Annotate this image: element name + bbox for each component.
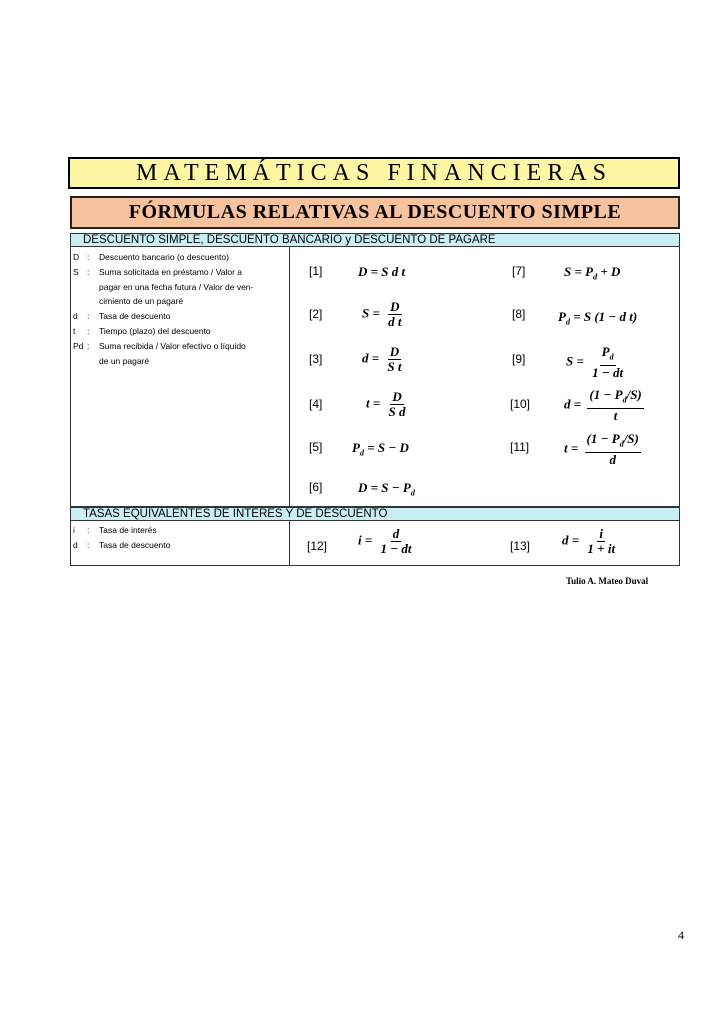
def-symbol: d bbox=[73, 311, 78, 321]
formula-number-3: [3] bbox=[309, 352, 323, 366]
def-text: de un pagaré bbox=[99, 356, 150, 366]
formula-4: t = $\frac{D}{\text{S d}}$ bbox=[366, 389, 406, 419]
formula-number-1: [1] bbox=[309, 264, 323, 278]
page-number: 4 bbox=[678, 928, 684, 942]
def-symbol: Pd bbox=[73, 341, 84, 351]
formula-12: i = $\frac{d}{1 - dt}$ bbox=[358, 526, 412, 556]
formula-number-2: [2] bbox=[309, 307, 323, 321]
def-text: Tasa de descuento bbox=[99, 540, 171, 550]
section1-definitions bbox=[73, 250, 288, 380]
formula-8: $P_d = S$ (1 − d t) bbox=[558, 309, 638, 327]
section1-heading: DESCUENTO SIMPLE, DESCUENTO BANCARIO y DESCUENTO DE PAGARE bbox=[70, 233, 680, 247]
def-text: Tasa de interés bbox=[99, 525, 157, 535]
formula-number-10: [10] bbox=[510, 397, 531, 411]
def-symbol: D bbox=[73, 252, 80, 262]
def-text: cimiento de un pagaré bbox=[99, 296, 184, 306]
def-text: pagar en una fecha futura / Valor de ven- bbox=[99, 282, 254, 292]
def-symbol: t bbox=[73, 326, 76, 336]
formula-number-4: [4] bbox=[309, 397, 323, 411]
def-text: Tasa de descuento bbox=[99, 311, 171, 321]
def-colon: : bbox=[87, 525, 90, 535]
def-symbol: S bbox=[73, 267, 79, 277]
formula-number-5: [5] bbox=[309, 440, 323, 454]
formula-3: d = $\frac{D}{\text{S t}}$ bbox=[362, 344, 402, 374]
formula-7: $S = P_d + D$ bbox=[564, 264, 621, 282]
page-title: MATEMÁTICAS FINANCIERAS bbox=[68, 157, 680, 189]
def-colon: : bbox=[87, 252, 90, 262]
section2-definitions bbox=[73, 523, 288, 555]
formula-10: d = $\frac{(1 - P_d/S)}{t}$ bbox=[564, 387, 642, 423]
def-symbol: i bbox=[73, 525, 75, 535]
formula-2: S = $\frac{D}{\text{d t}}$ bbox=[362, 299, 402, 329]
author-credit: Tulio A. Mateo Duval bbox=[566, 576, 649, 586]
def-text: Descuento bancario (o descuento) bbox=[99, 252, 229, 262]
section2-heading: TASAS EQUIVALENTES DE INTERES Y DE DESCUENTO bbox=[70, 507, 680, 521]
formula-number-6: [6] bbox=[309, 480, 323, 494]
def-text: Suma recibida / Valor efectivo o líquido bbox=[99, 341, 246, 351]
def-colon: : bbox=[87, 311, 90, 321]
formula-9: S = $\frac{P_d}{1 - dt}$ bbox=[566, 344, 624, 380]
def-symbol: d bbox=[73, 540, 78, 550]
def-colon: : bbox=[87, 341, 90, 351]
formula-1: D = S d t bbox=[358, 264, 406, 279]
formula-11: t = $\frac{(1 - P_d/S)}{d}$ bbox=[564, 431, 639, 467]
formula-number-11: [11] bbox=[510, 440, 530, 454]
def-text: Tiempo (plazo) del descuento bbox=[99, 326, 211, 336]
formula-number-9: [9] bbox=[512, 352, 526, 366]
formula-number-13: [13] bbox=[510, 539, 531, 553]
formulas-subtitle: FÓRMULAS RELATIVAS AL DESCUENTO SIMPLE bbox=[70, 196, 680, 229]
def-colon: : bbox=[87, 540, 90, 550]
formula-number-8: [8] bbox=[512, 307, 526, 321]
section1-divider bbox=[289, 247, 290, 506]
formula-number-12: [12] bbox=[307, 539, 328, 553]
formula-13: d = $\frac{i}{1 + it}$ bbox=[562, 526, 616, 556]
formula-5: $P_d = S - D$ bbox=[352, 440, 409, 458]
formula-6: $D = S - P_d$ bbox=[358, 480, 415, 498]
def-text: Suma solicitada en préstamo / Valor a bbox=[99, 267, 242, 277]
section2-divider bbox=[289, 521, 290, 565]
def-colon: : bbox=[87, 326, 90, 336]
def-colon: : bbox=[87, 267, 90, 277]
formula-number-7: [7] bbox=[512, 264, 526, 278]
